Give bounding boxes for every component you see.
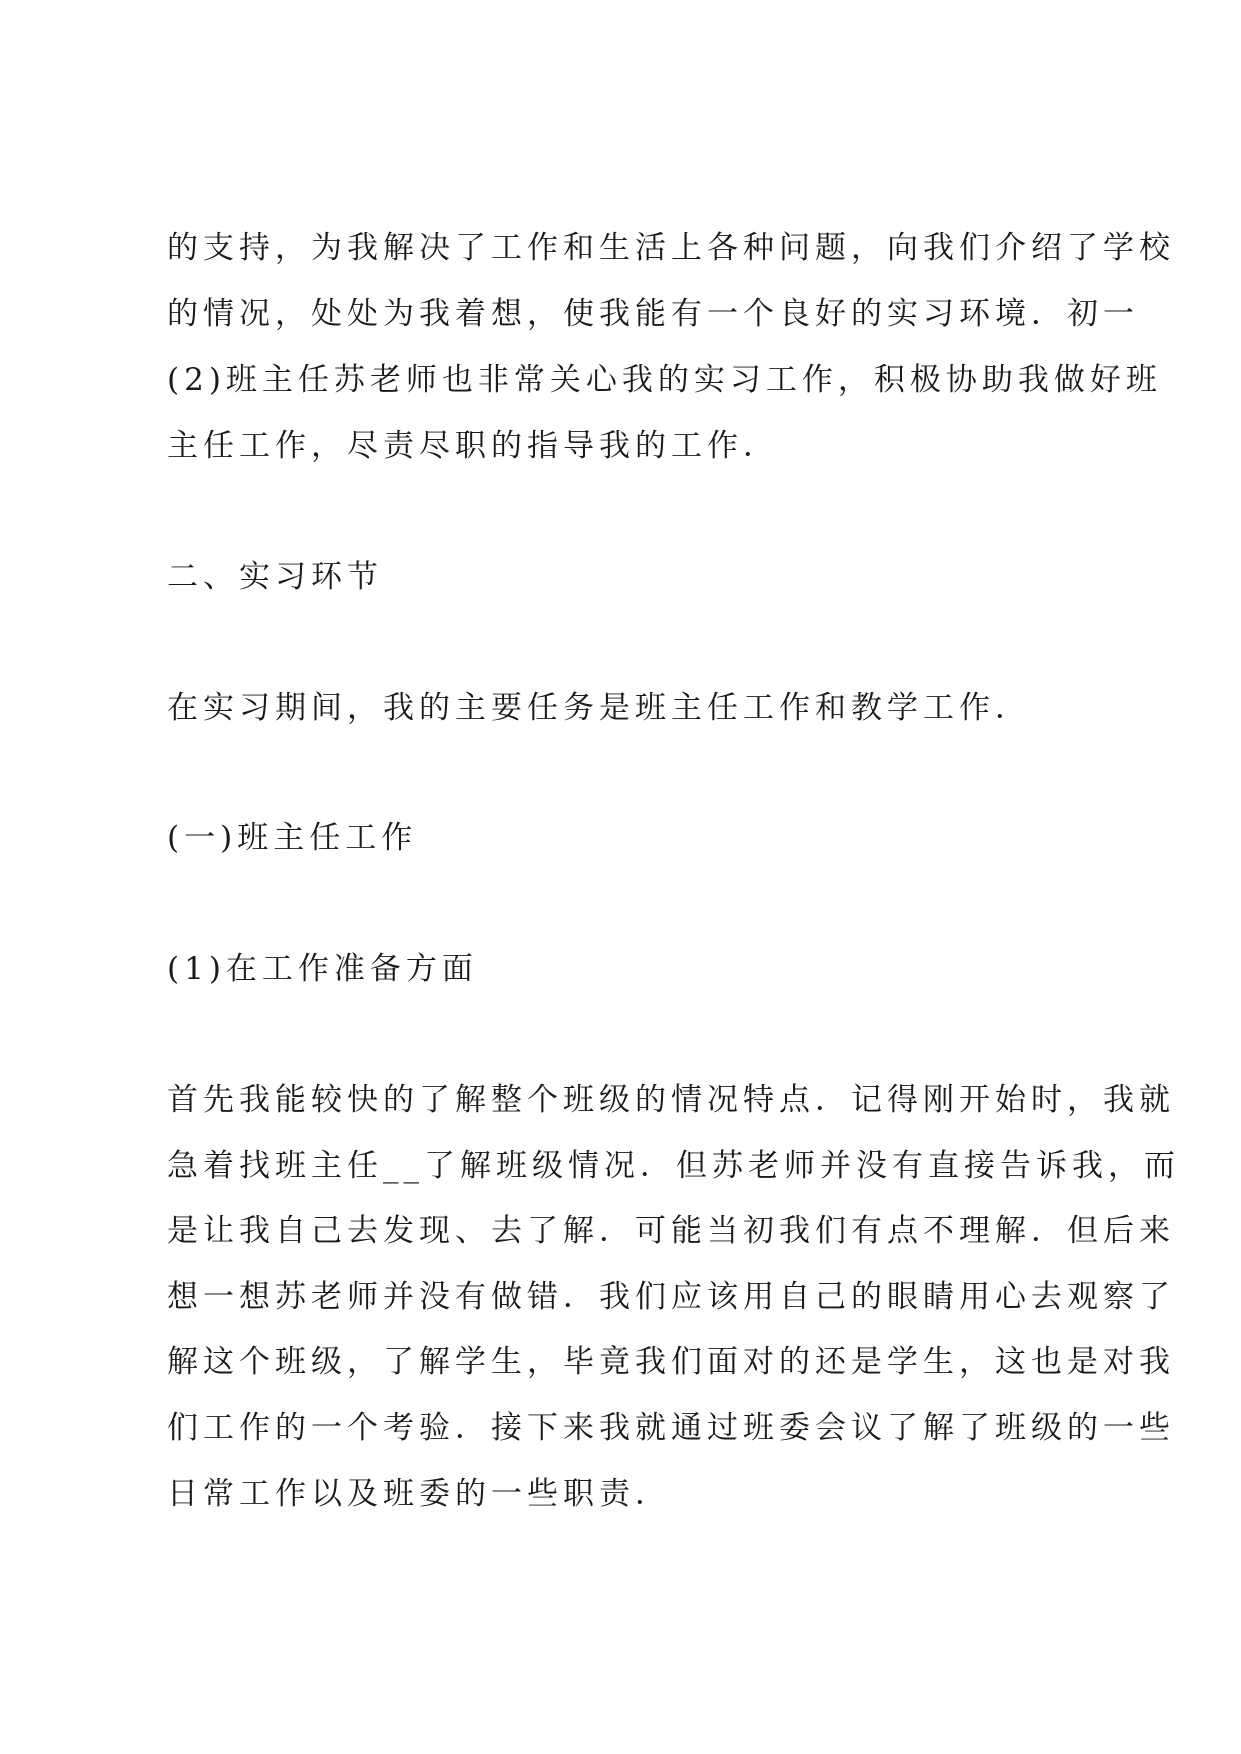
intro-line-4: 主任工作，尽责尽职的指导我的工作． bbox=[167, 428, 779, 464]
section-heading: 二、实习环节 bbox=[167, 559, 383, 595]
body-line-1: 首先我能较快的了解整个班级的情况特点．记得刚开始时，我就 bbox=[167, 1082, 1175, 1118]
subsection-heading: (一)班主任工作 bbox=[167, 820, 418, 856]
body-line-4: 想一想苏老师并没有做错．我们应该用自己的眼睛用心去观察了 bbox=[167, 1279, 1175, 1315]
intro-line-1: 的支持，为我解决了工作和生活上各种问题，向我们介绍了学校 bbox=[167, 230, 1175, 266]
body-line-7: 日常工作以及班委的一些职责． bbox=[167, 1476, 671, 1512]
intro-line-3: (2)班主任苏老师也非常关心我的实习工作，积极协助我做好班 bbox=[167, 362, 1162, 398]
section-summary: 在实习期间，我的主要任务是班主任工作和教学工作． bbox=[167, 690, 1031, 726]
body-line-3: 是让我自己去发现、去了解．可能当初我们有点不理解．但后来 bbox=[167, 1213, 1175, 1249]
body-line-6: 们工作的一个考验．接下来我就通过班委会议了解了班级的一些 bbox=[167, 1410, 1175, 1446]
body-line-2: 急着找班主任__了解班级情况．但苏老师并没有直接告诉我，而 bbox=[167, 1148, 1180, 1184]
intro-line-2: 的情况，处处为我着想，使我能有一个良好的实习环境．初一 bbox=[167, 296, 1139, 332]
item-heading: (1)在工作准备方面 bbox=[167, 951, 478, 987]
body-line-5: 解这个班级，了解学生，毕竟我们面对的还是学生，这也是对我 bbox=[167, 1344, 1175, 1380]
